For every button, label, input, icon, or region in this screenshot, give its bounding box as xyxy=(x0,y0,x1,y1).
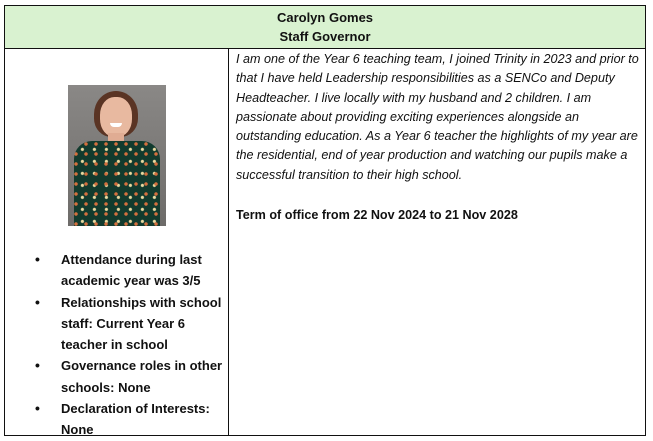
photo-face xyxy=(100,97,132,137)
governor-photo xyxy=(68,85,166,226)
photo-dress xyxy=(74,141,160,226)
governor-name: Carolyn Gomes xyxy=(276,10,374,25)
bio-column xyxy=(229,49,645,435)
governor-header xyxy=(5,6,645,49)
facts-list xyxy=(5,249,227,441)
fact-governance-roles: • Governance roles in other schools: None xyxy=(5,355,227,398)
governor-table xyxy=(4,5,646,436)
fact-attendance: • Attendance during last academic year was 3/5 xyxy=(5,249,227,292)
term-of-office: Term of office from 22 Nov 2024 to 21 Nov 2028 xyxy=(236,208,518,222)
governor-role: Staff Governor xyxy=(279,29,371,44)
governor-bio: I am one of the Year 6 teaching team, I joined Trinity in 2023 and prior to that I have held Leadership responsibilities as a SENCo and Deputy Headteacher. I live locally with my husband and 2 children. I am passionate about providing exciting experiences alongside an outstanding education. As a Year 6 teacher the highlights of my year are the residential, end of year production and watching our pupils make a successful transition to their high school. xyxy=(236,52,639,182)
fact-relationships: • Relationships with school staff: Current Year 6 teacher in school xyxy=(5,292,227,356)
profile-column xyxy=(5,49,229,438)
fact-declaration-of-interests: • Declaration of Interests: None xyxy=(5,398,227,441)
